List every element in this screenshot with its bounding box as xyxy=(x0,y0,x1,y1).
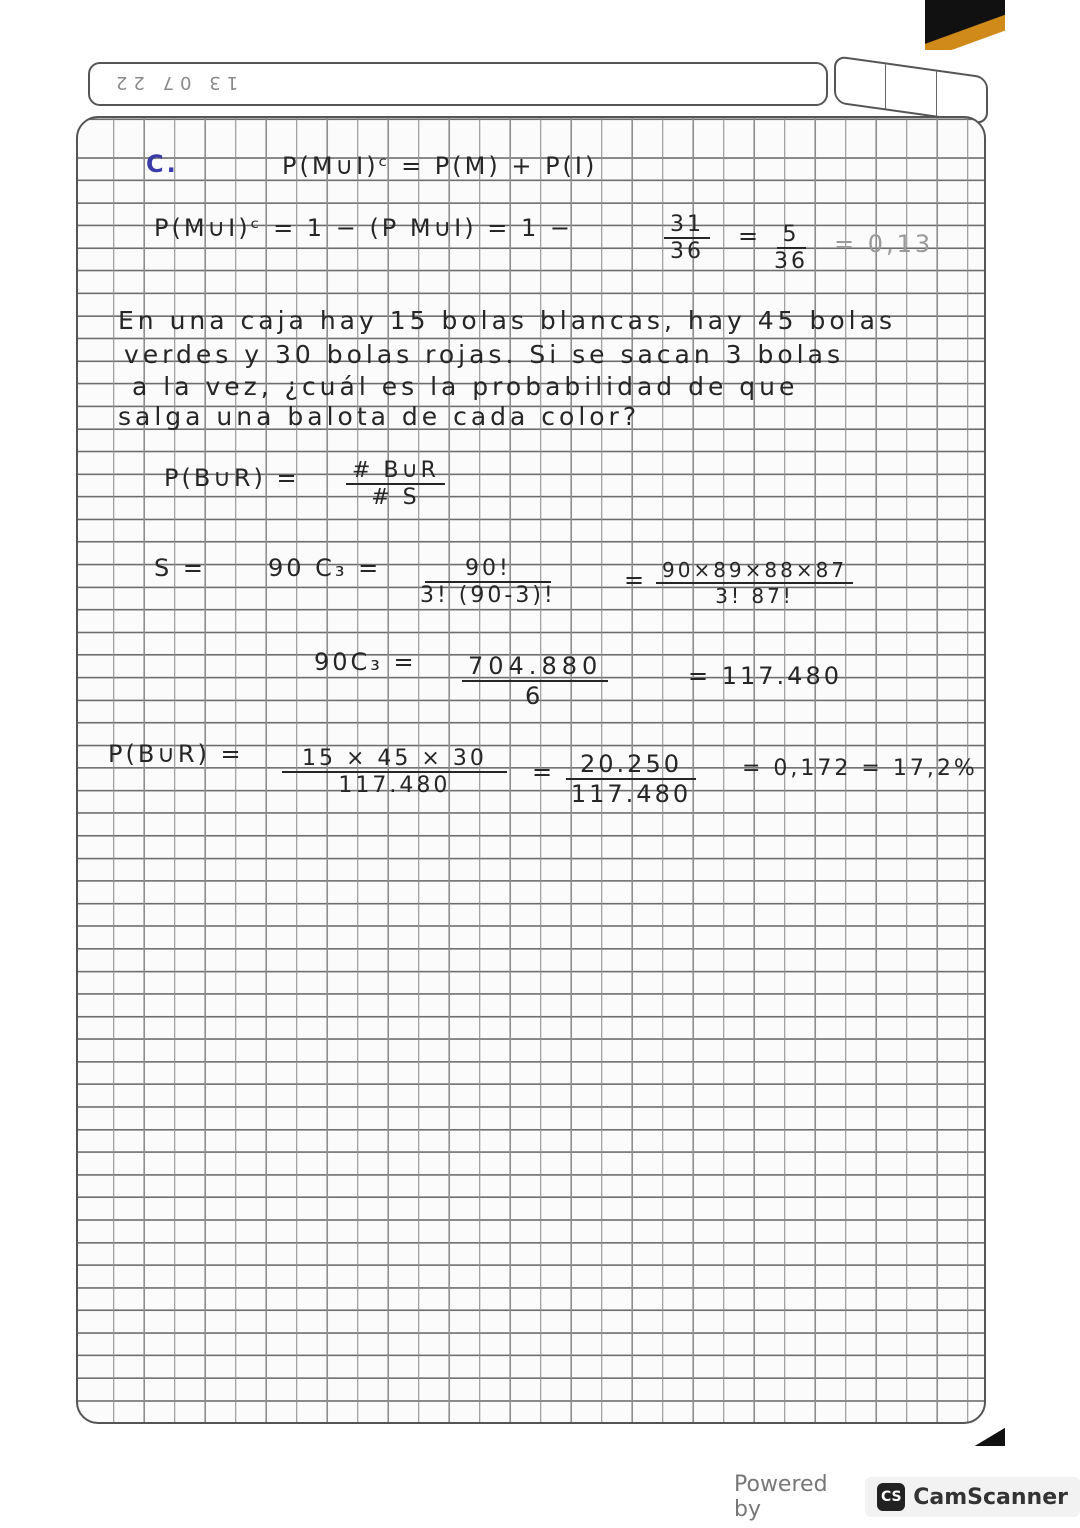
denominator: 117.480 xyxy=(570,780,692,808)
pbvr-label: P(B∪R) = xyxy=(164,464,300,492)
denominator: 36 xyxy=(670,239,704,264)
camscanner-logo-icon: CS xyxy=(877,1483,905,1511)
numerator: 20.250 xyxy=(566,750,696,780)
page-number-box xyxy=(834,55,988,125)
problem-line: salga una balota de cada color? xyxy=(118,402,641,431)
equals-sign: = xyxy=(738,222,762,250)
numerator: 90×89×88×87 xyxy=(656,558,853,584)
camscanner-badge xyxy=(865,1477,1080,1517)
numerator: 704.880 xyxy=(462,652,608,682)
numerator: # B∪R xyxy=(346,458,445,485)
camscanner-watermark xyxy=(734,1472,1080,1522)
denominator: # S xyxy=(371,485,420,510)
denominator: 3! (90-3)! xyxy=(420,583,556,608)
comb-result: = 117.480 xyxy=(688,662,842,690)
equals-sign: = xyxy=(624,566,648,594)
denominator: 36 xyxy=(774,249,808,274)
fraction-5-36 xyxy=(774,222,808,274)
problem-line: a la vez, ¿cuál es la probabilidad de que xyxy=(132,372,799,401)
result-faint: = 0,13 xyxy=(834,230,934,258)
formula-line-2: P(M∪I)ᶜ = 1 − (P M∪I) = 1 − xyxy=(154,214,573,242)
fraction-31-36 xyxy=(664,212,710,264)
numerator: 15 × 45 × 30 xyxy=(282,746,507,773)
section-label: C. xyxy=(146,150,179,178)
scan-edge-shadow xyxy=(975,1428,1005,1446)
denominator: 117.480 xyxy=(338,773,451,798)
equals-sign: = xyxy=(532,758,556,786)
prob-label: P(B∪R) = xyxy=(108,740,244,768)
prob-result: = 0,172 = 17,2% xyxy=(742,756,978,781)
fraction-expanded xyxy=(656,558,853,608)
fraction-90-factorial xyxy=(420,556,556,608)
fraction-704880-6 xyxy=(462,652,608,710)
camscanner-brand: CamScanner xyxy=(913,1484,1068,1510)
powered-by-text: Powered by xyxy=(734,1472,828,1522)
numerator: 90! xyxy=(425,556,551,583)
problem-line: verdes y 30 bolas rojas. Si se sacan 3 bolas xyxy=(124,340,844,369)
date-text: 13 07 22 xyxy=(110,72,239,93)
numerator: 5 xyxy=(777,222,806,249)
s-combination: 90 C₃ = xyxy=(268,554,382,582)
fraction-product xyxy=(282,746,507,798)
fraction-bvr-s xyxy=(346,458,445,510)
numerator: 31 xyxy=(664,212,710,239)
s-label: S = xyxy=(154,554,206,582)
fraction-20250 xyxy=(566,750,696,808)
scan-edge-shadow xyxy=(925,0,1005,50)
comb-label: 90C₃ = xyxy=(314,648,417,676)
denominator: 6 xyxy=(524,682,546,710)
denominator: 3! 87! xyxy=(715,584,794,608)
date-box xyxy=(88,62,828,106)
formula-line-1: P(M∪I)ᶜ = P(M) + P(I) xyxy=(282,152,598,180)
problem-line: En una caja hay 15 bolas blancas, hay 45 bolas xyxy=(118,306,896,335)
